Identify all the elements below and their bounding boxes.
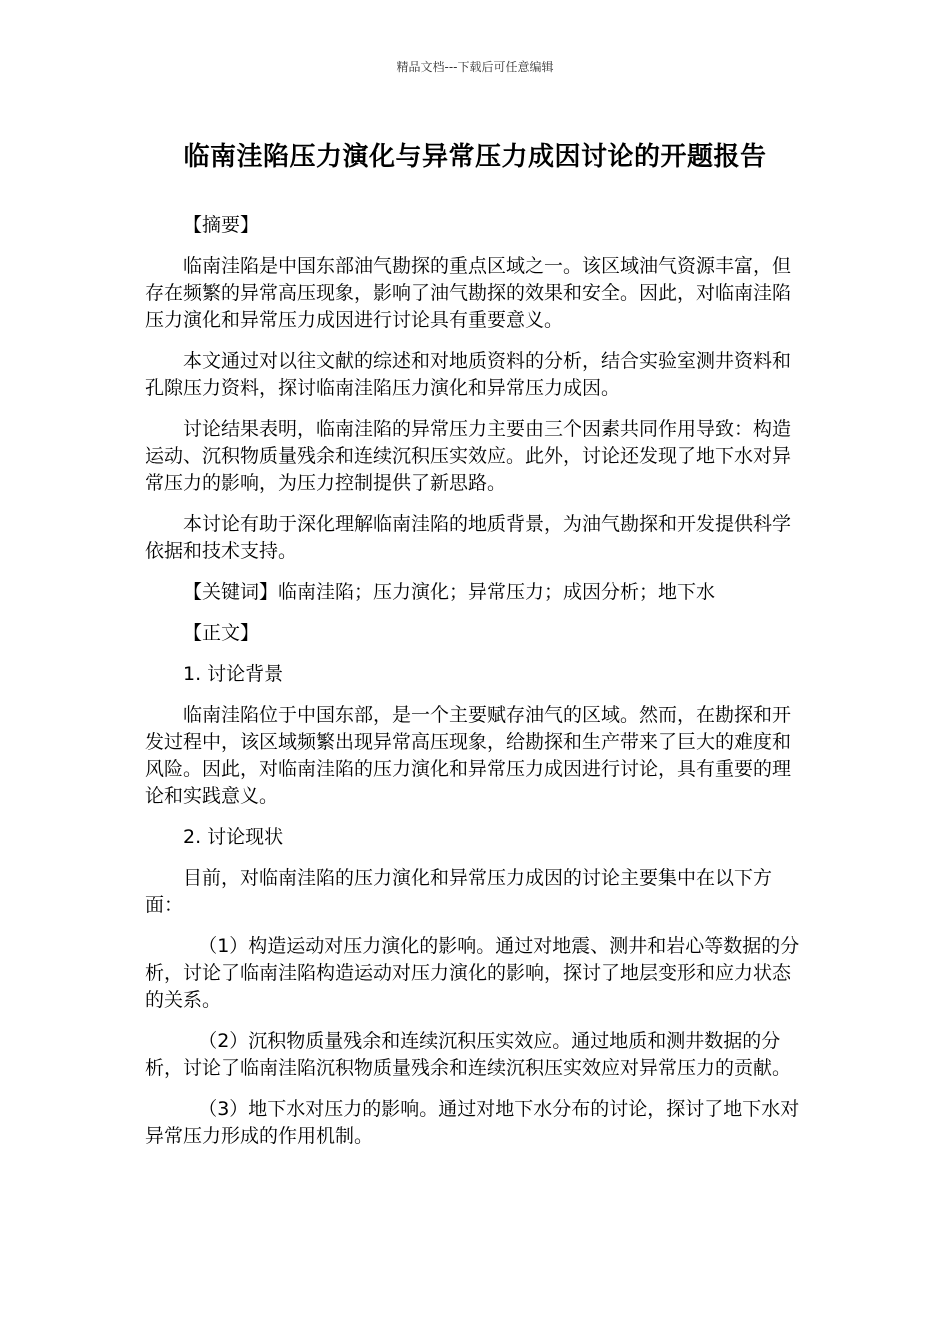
section-2-heading: 2. 讨论现状 (183, 826, 284, 848)
section-1-text: 临南洼陷位于中国东部，是一个主要赋存油气的区域。然而，在勘探和开发过程中，该区域频繁出现异常高压现象，给勘探和生产带来了巨大的难度和风险。因此，对临南洼陷的压力演化和异常压力成因进行讨论，具有重要的理论和实践意义。 (145, 704, 792, 807)
keywords-line: 【关键词】临南洼陷；压力演化；异常压力；成因分析；地下水 (183, 581, 716, 603)
document-title: 临南洼陷压力演化与异常压力成因讨论的开题报告 (183, 142, 767, 172)
section-2-intro: 目前，对临南洼陷的压力演化和异常压力成因的讨论主要集中在以下方面： (145, 867, 773, 916)
section-2-item: （3）地下水对压力的影响。通过对地下水分布的讨论，探讨了地下水对异常压力形成的作用机制。 (145, 1098, 800, 1147)
body-heading: 【正文】 (183, 622, 260, 644)
abstract-heading: 【摘要】 (183, 214, 260, 236)
abstract-paragraph: 本讨论有助于深化理解临南洼陷的地质背景，为油气勘探和开发提供科学依据和技术支持。 (145, 513, 792, 562)
document-body (145, 212, 805, 1164)
section-1-heading: 1. 讨论背景 (183, 663, 284, 685)
abstract-paragraph: 临南洼陷是中国东部油气勘探的重点区域之一。该区域油气资源丰富，但存在频繁的异常高压现象，影响了油气勘探的效果和安全。因此，对临南洼陷压力演化和异常压力成因进行讨论具有重要意义。 (145, 255, 792, 331)
abstract-paragraph: 本文通过对以往文献的综述和对地质资料的分析，结合实验室测井资料和孔隙压力资料，探讨临南洼陷压力演化和异常压力成因。 (145, 350, 792, 399)
section-2-item: （2）沉积物质量残余和连续沉积压实效应。通过地质和测井数据的分析，讨论了临南洼陷沉积物质量残余和连续沉积压实效应对异常压力的贡献。 (145, 1030, 792, 1079)
header-note: 精品文档---下载后可任意编辑 (396, 60, 554, 74)
abstract-paragraph: 讨论结果表明，临南洼陷的异常压力主要由三个因素共同作用导致：构造运动、沉积物质量残余和连续沉积压实效应。此外，讨论还发现了地下水对异常压力的影响，为压力控制提供了新思路。 (145, 418, 792, 494)
section-2-item: （1）构造运动对压力演化的影响。通过对地震、测井和岩心等数据的分析，讨论了临南洼陷构造运动对压力演化的影响，探讨了地层变形和应力状态的关系。 (145, 935, 800, 1011)
